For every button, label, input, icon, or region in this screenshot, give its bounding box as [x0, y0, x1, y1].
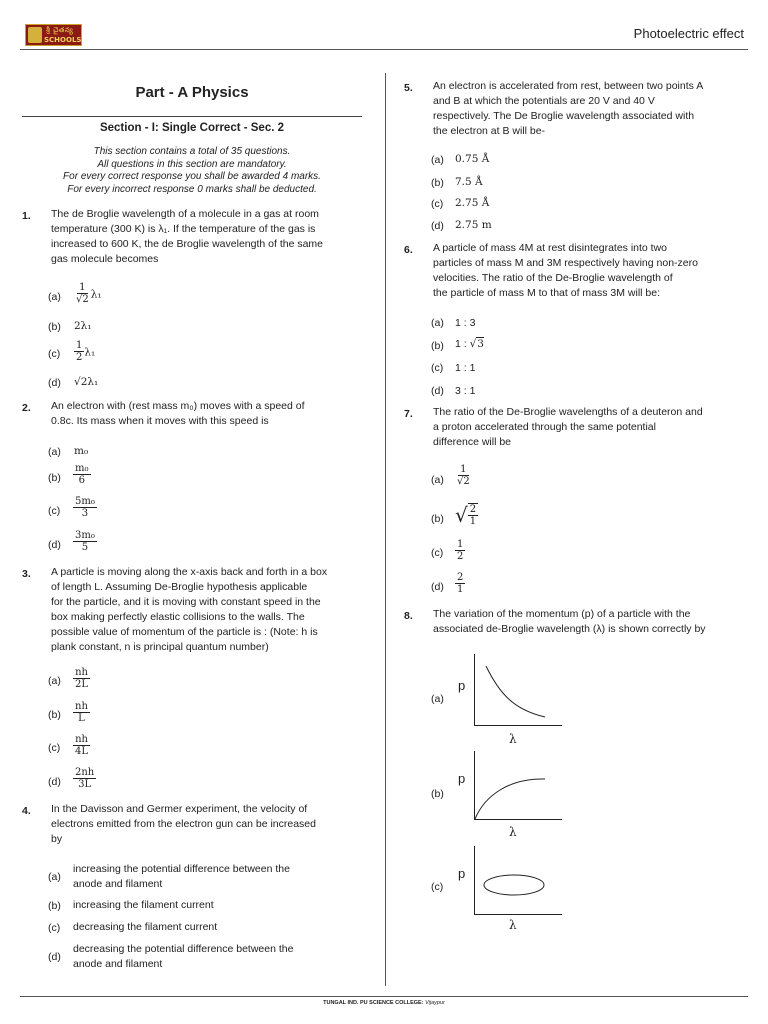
denominator: 3: [81, 508, 89, 519]
fraction: [455, 539, 465, 562]
option-label: (a): [48, 291, 61, 303]
option-line: anode and filament: [73, 877, 163, 890]
question-line: electrons emitted from the electron gun can be increased: [51, 818, 316, 830]
question-number: 6.: [404, 244, 413, 256]
part-title: Part - A Physics: [135, 84, 249, 101]
denominator: 5: [81, 542, 89, 553]
option-value: [73, 767, 96, 790]
radicand: 3: [477, 338, 484, 350]
fraction: [73, 463, 91, 486]
option-value: [73, 701, 90, 724]
fraction: [73, 530, 97, 553]
option-value: [455, 503, 478, 527]
question-line: An electron with (rest mass m₀) moves with a speed of: [51, 400, 305, 412]
option-label: (c): [431, 881, 444, 893]
option-label: (d): [431, 220, 444, 232]
y-axis-label: p: [458, 866, 466, 881]
option-label: (b): [431, 177, 444, 189]
question-line: by: [51, 833, 63, 845]
option-label: (b): [48, 709, 61, 721]
option-label: (b): [48, 321, 61, 333]
topic-title: Photoelectric effect: [633, 26, 744, 41]
option-value: m₀: [74, 445, 89, 457]
numerator: nh: [75, 734, 88, 745]
option-line: decreasing the potential difference between the: [73, 943, 294, 955]
denominator: 2: [457, 551, 464, 562]
graph-a: [455, 650, 565, 750]
option-label: (a): [431, 317, 444, 329]
numerator: 3m₀: [75, 530, 95, 541]
curve-decreasing: [455, 650, 565, 730]
numerator: nh: [75, 701, 88, 712]
option-label: (b): [431, 788, 444, 800]
question-line: In the Davisson and Germer experiment, the velocity of: [51, 803, 308, 815]
footer-college: TUNGAL IND. PU SCIENCE COLLEGE: [323, 1000, 422, 1006]
option-label: (c): [48, 742, 61, 754]
question-text: [51, 207, 323, 267]
school-logo: [25, 24, 82, 46]
question-line: and B at which the potentials are 20 V and 40 V: [433, 95, 655, 107]
instruction-line: For every correct response you shall be awarded 4 marks.: [63, 171, 321, 182]
option-value: 2.75 m: [455, 219, 492, 231]
option-value: [455, 464, 472, 487]
option-tail: λ₁: [84, 346, 96, 359]
question-text: [433, 79, 703, 139]
question-line: gas molecule becomes: [51, 253, 159, 265]
option-label: (b): [48, 472, 61, 484]
question-line: associated de-Broglie wavelength (λ) is shown correctly by: [433, 623, 706, 635]
y-axis-label: p: [458, 771, 466, 786]
option-label: (b): [431, 513, 444, 525]
curve-ellipse: [455, 840, 565, 920]
numerator: nh: [75, 667, 88, 678]
option-value: [74, 282, 102, 305]
question-number: 5.: [404, 82, 413, 94]
question-line: of length L. Assuming De-Broglie hypothesis applicable: [51, 581, 308, 593]
numerator: m₀: [75, 463, 89, 474]
denominator: 2: [76, 352, 83, 363]
question-line: plank constant, n is principal quantum number): [51, 641, 269, 653]
option-value: 7.5 Å: [455, 176, 483, 188]
option-label: (d): [48, 377, 61, 389]
numerator: 1: [460, 464, 467, 475]
fraction: [73, 701, 90, 724]
option-line: increasing the potential difference between the: [73, 863, 290, 875]
question-line: An electron is accelerated from rest, between two points A: [433, 80, 704, 92]
graph-c: [455, 840, 565, 940]
option-value: [73, 734, 90, 757]
numerator: 1: [79, 282, 86, 293]
option-label: (c): [431, 198, 444, 210]
footer-divider: [20, 996, 748, 997]
option-label: (c): [48, 348, 61, 360]
question-number: 1.: [22, 210, 31, 222]
question-line: The variation of the momentum (p) of a particle with the: [433, 608, 691, 620]
x-axis-label: λ: [509, 918, 517, 932]
option-value: [73, 463, 91, 486]
option-value: [73, 496, 97, 519]
question-line: respectively. The De Broglie wavelength associated with: [433, 110, 695, 122]
fraction: [468, 503, 478, 527]
option-label: (d): [431, 385, 444, 397]
option-label: (d): [48, 776, 61, 788]
numerator: 2: [457, 572, 464, 583]
question-text: [433, 405, 703, 450]
curve-increasing: [455, 745, 565, 825]
logo-text-top: శ్రీ చైతన్య: [46, 26, 74, 34]
x-axis-label: λ: [509, 825, 517, 839]
question-line: the particle of mass M to that of mass 3M will be:: [433, 287, 661, 299]
option-label: (b): [431, 340, 444, 352]
option-value: [73, 530, 97, 553]
option-value: [455, 572, 465, 595]
denominator: √2: [76, 294, 89, 305]
fraction: [73, 496, 97, 519]
question-line: box making perfectly elastic collisions to the walls. The: [51, 611, 305, 623]
option-value: 1 : 1: [455, 362, 476, 374]
question-number: 3.: [22, 568, 31, 580]
section-divider: [22, 116, 362, 117]
question-line: 0.8c. Its mass when it moves with this speed is: [51, 415, 269, 427]
option-label: (d): [48, 539, 61, 551]
question-line: particles of mass M and 3M respectively having non-zero: [433, 257, 698, 269]
denominator: 2L: [75, 679, 89, 690]
option-value: 2λ₁: [74, 320, 92, 332]
y-axis-label: p: [458, 678, 466, 693]
option-value: 1 : 3: [455, 317, 476, 329]
option-label: (a): [431, 474, 444, 486]
option-value: 2.75 Å: [455, 197, 490, 209]
question-line: difference will be: [433, 436, 512, 448]
option-value: [73, 862, 290, 891]
question-text: [51, 399, 305, 429]
option-label: (d): [431, 581, 444, 593]
option-label: (a): [48, 675, 61, 687]
question-number: 7.: [404, 408, 413, 420]
option-value: decreasing the filament current: [73, 921, 218, 933]
footer-place: Vijaypur: [425, 1000, 445, 1006]
denominator: 4L: [75, 746, 89, 757]
instruction-line: All questions in this section are mandatory.: [97, 158, 287, 170]
fraction: [455, 572, 465, 595]
sqrt-symbol: √: [455, 503, 468, 527]
question-line: A particle is moving along the x-axis back and forth in a box: [51, 566, 328, 578]
option-label: (b): [48, 900, 61, 912]
fraction: [455, 464, 472, 487]
fraction: [73, 667, 90, 690]
instruction-line: For every incorrect response 0 marks shall be deducted.: [67, 183, 317, 195]
option-value: [73, 667, 90, 690]
denominator: 1: [469, 516, 477, 527]
footer: TUNGAL IND. PU SCIENCE COLLEGE: Vijaypur: [323, 1000, 445, 1006]
ratio-prefix: 1 :: [455, 338, 470, 350]
question-line: a proton accelerated through the same potential: [433, 421, 656, 433]
question-number: 4.: [22, 805, 31, 817]
denominator: 3L: [78, 779, 92, 790]
numerator: 2: [469, 504, 477, 515]
option-value: [73, 942, 293, 971]
question-number: 2.: [22, 402, 31, 414]
denominator: √2: [457, 476, 470, 487]
question-number: 8.: [404, 610, 413, 622]
instruction-line: This section contains a total of 35 questions.: [93, 146, 291, 157]
option-value: increasing the filament current: [73, 899, 214, 911]
denominator: 6: [78, 475, 85, 486]
option-tail: λ₁: [90, 288, 102, 301]
option-label: (c): [431, 547, 444, 559]
option-value: √2λ₁: [74, 376, 99, 388]
option-label: (a): [48, 446, 61, 458]
question-line: A particle of mass 4M at rest disintegrates into two: [433, 242, 668, 254]
question-line: The de Broglie wavelength of a molecule in a gas at room: [51, 208, 319, 220]
question-line: increased to 600 K, the de Broglie wavelength of the same: [51, 238, 324, 250]
question-line: temperature (300 K) is λ₁. If the temperature of the gas is: [51, 223, 316, 235]
option-value: [74, 340, 95, 363]
option-label: (a): [431, 154, 444, 166]
fraction: [74, 282, 91, 305]
numerator: 1: [457, 539, 464, 550]
question-text: [51, 802, 316, 847]
question-text: [51, 565, 327, 655]
option-label: (c): [431, 362, 444, 374]
option-label: (a): [48, 871, 61, 883]
header-divider: [20, 49, 748, 50]
emblem-icon: [28, 27, 42, 43]
question-line: the electron at B will be-: [433, 125, 546, 137]
section-title: Section - I: Single Correct - Sec. 2: [99, 122, 285, 134]
numerator: 5m₀: [75, 496, 95, 507]
option-value: [455, 539, 465, 562]
question-text: [433, 607, 706, 637]
graph-b: [455, 745, 565, 845]
option-label: (a): [431, 693, 444, 705]
option-label: (c): [48, 922, 61, 934]
column-divider: [385, 73, 386, 986]
fraction: [73, 734, 90, 757]
numerator: 2nh: [75, 767, 95, 778]
x-axis-label: λ: [509, 732, 517, 746]
option-value: 0.75 Å: [455, 153, 490, 165]
option-value: [455, 338, 484, 350]
option-line: anode and filament: [73, 957, 163, 970]
question-text: [433, 241, 698, 301]
denominator: 1: [457, 584, 464, 595]
numerator: 1: [76, 340, 83, 351]
question-line: velocities. The ratio of the De-Broglie wavelength of: [433, 272, 673, 284]
option-label: (c): [48, 505, 61, 517]
fraction: [73, 767, 96, 790]
fraction: [74, 340, 84, 363]
option-label: (d): [48, 951, 61, 963]
instructions: [22, 146, 362, 196]
denominator: L: [78, 713, 85, 724]
question-line: possible value of momentum of the particle is : (Note: h is: [51, 626, 318, 638]
logo-text-bottom: SCHOOLS: [44, 36, 82, 44]
sqrt-symbol: √: [469, 338, 477, 350]
option-value: 3 : 1: [455, 385, 476, 397]
question-line: for the particle, and it is moving with constant speed in the: [51, 596, 321, 608]
question-line: The ratio of the De-Broglie wavelengths of a deuteron and: [433, 406, 703, 418]
